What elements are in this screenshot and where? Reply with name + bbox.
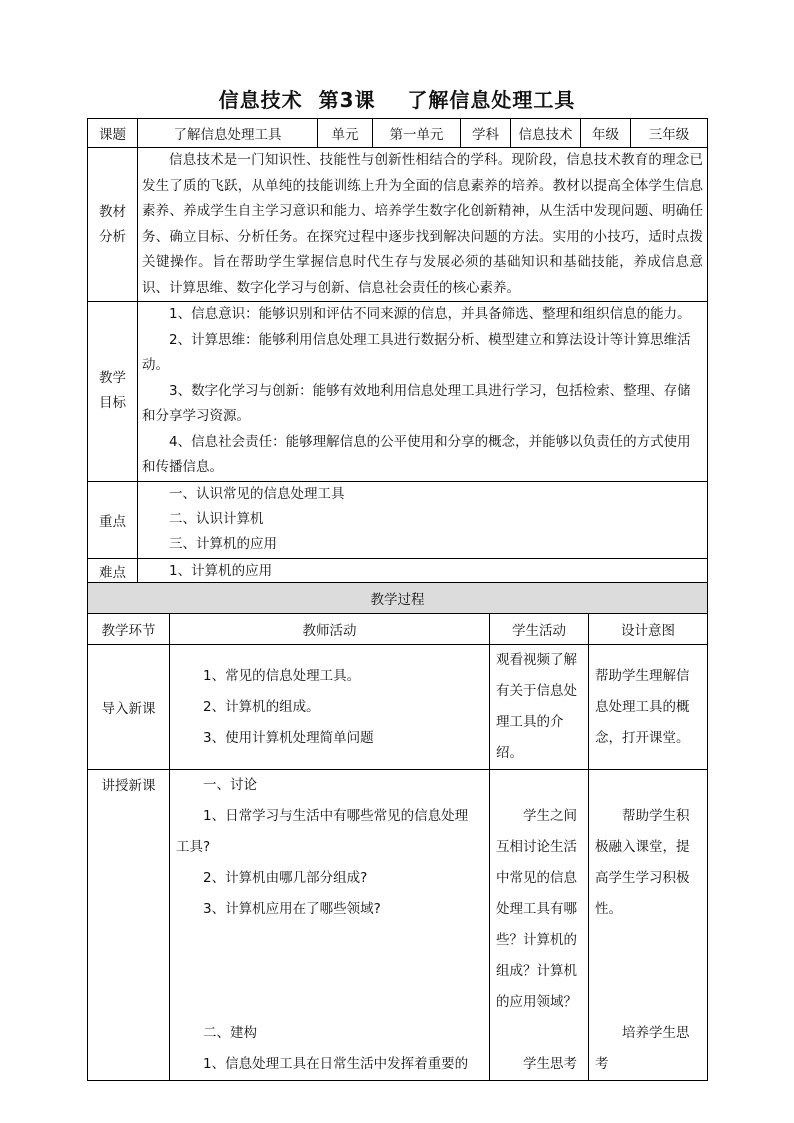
goals-list — [138, 302, 708, 482]
subject-value: 信息技术 — [511, 119, 581, 148]
grade-value: 三年级 — [631, 119, 708, 148]
column-student: 学生活动 — [490, 614, 589, 645]
key-point-item: 三、计算机的应用 — [169, 536, 277, 552]
new-teacher — [170, 770, 490, 1081]
goal-item: 1、信息意识：能够识别和评估不同来源的信息，并具备筛选、整理和组织信息的能力。 — [169, 306, 691, 322]
intro-student-line: 有关于信息处 — [496, 683, 577, 699]
goals-label-2: 目标 — [99, 395, 126, 412]
unit-label: 单元 — [318, 119, 373, 148]
difficulty-text — [138, 558, 708, 585]
lesson-value: 了解信息处理工具 — [138, 119, 318, 148]
new-student-line: 互相讨论生活 — [496, 839, 577, 855]
intro-stage: 导入新课 — [88, 645, 170, 770]
analysis-label-2: 分析 — [99, 228, 126, 245]
subject-label: 学科 — [461, 119, 511, 148]
intro-student-line: 观看视频了解 — [496, 652, 577, 668]
new-design-line: 极融入课堂，提 — [595, 839, 690, 855]
new-design — [589, 770, 708, 1081]
goal-item: 2、计算思维：能够利用信息处理工具进行数据分析、模型建立和算法设计等计算思维活动。 — [142, 331, 691, 373]
new-stage: 讲授新课 — [88, 770, 170, 1081]
discuss-question: 2、计算机由哪几部分组成? — [203, 870, 368, 886]
goal-item: 4、信息社会责任：能够理解信息的公平使用和分享的概念，并能够以负责任的方式使用和传播信息。 — [142, 433, 691, 475]
new-student-think: 学生思考 — [523, 1056, 577, 1072]
intro-student-line: 理工具的介绍。 — [496, 714, 564, 761]
page-title: 信息技术 第3课 了解信息处理工具 — [218, 88, 576, 112]
new-design-line: 高学生学习积极 — [595, 870, 690, 886]
grade-label: 年级 — [581, 119, 631, 148]
new-design-line: 帮助学生积 — [622, 808, 690, 824]
intro-teacher-item: 2、计算机的组成。 — [203, 698, 320, 715]
intro-design — [589, 645, 708, 770]
new-student-line: 中常见的信息 — [496, 870, 577, 886]
build-item: 1、信息处理工具在日常生活中发挥着重要的 — [203, 1056, 469, 1072]
new-student-line: 些？计算机的 — [496, 932, 577, 948]
column-design: 设计意图 — [589, 614, 708, 645]
difficulty-item: 1、计算机的应用 — [169, 562, 273, 579]
new-design-line: 性。 — [595, 901, 622, 917]
analysis-label — [88, 148, 138, 302]
goals-label-1: 教学 — [99, 370, 126, 387]
intro-teacher-item: 3、使用计算机处理简单问题 — [203, 729, 374, 746]
build-title: 二、建构 — [203, 1025, 257, 1041]
difficulty-label: 难点 — [88, 558, 138, 585]
key-point-item: 二、认识计算机 — [169, 511, 264, 527]
new-student-line: 的应用领域？ — [496, 994, 577, 1010]
column-teacher: 教师活动 — [170, 614, 490, 645]
new-design-think: 培养学生思考 — [595, 1025, 690, 1072]
goal-item: 3、数字化学习与创新：能够有效地利用信息处理工具进行学习，包括检索、整理、存储和分享学习资源。 — [142, 382, 691, 424]
column-stage: 教学环节 — [88, 614, 170, 645]
intro-design-line: 念，打开课堂。 — [595, 729, 690, 746]
key-points-label: 重点 — [88, 481, 138, 558]
key-points-list — [138, 481, 708, 558]
discuss-question: 1、日常学习与生活中有哪些常见的信息处理 — [203, 808, 469, 824]
intro-student — [490, 645, 589, 770]
intro-design-line: 帮助学生理解信 — [595, 667, 690, 684]
discuss-question: 3、计算机应用在了哪些领域? — [203, 901, 381, 917]
teaching-process-table — [87, 582, 708, 1081]
analysis-label-1: 教材 — [99, 203, 126, 220]
analysis-text: 信息技术是一门知识性、技能性与创新性相结合的学科。现阶段，信息技术教育的理念已发生了质的飞跃，从单纯的技能训练上升为全面的信息素养的培养。教材以提高全体学生信息素养、养成学生自主学习意识和能力、培养学生数字化创新精神，从生活中发现问题、明确任务、确立目标、分析任务。在探究过程中逐步找到解决问题的方法。实用的小技巧，适时点拨关键操作。旨在帮助学生掌握信息时代生存与发展必须的基础知识和基础技能，养成信息意识、计算思维、数字化学习与创新、信息社会责任的核心素养。 — [138, 148, 708, 302]
process-header: 教学过程 — [88, 583, 708, 614]
discuss-title: 一、讨论 — [203, 777, 257, 793]
discuss-question-cont: 工具? — [176, 839, 211, 855]
unit-value: 第一单元 — [373, 119, 461, 148]
lesson-label: 课题 — [88, 119, 138, 148]
new-student-line: 学生之间 — [523, 808, 577, 824]
new-student-line: 处理工具有哪 — [496, 901, 577, 917]
new-student — [490, 770, 589, 1081]
intro-teacher — [170, 645, 490, 770]
goals-label — [88, 302, 138, 482]
new-student-line: 组成？计算机 — [496, 963, 577, 979]
intro-teacher-item: 1、常见的信息处理工具。 — [203, 667, 361, 684]
lesson-info-table — [87, 118, 708, 585]
key-point-item: 一、认识常见的信息处理工具 — [169, 486, 345, 502]
intro-design-line: 息处理工具的概 — [595, 698, 690, 715]
